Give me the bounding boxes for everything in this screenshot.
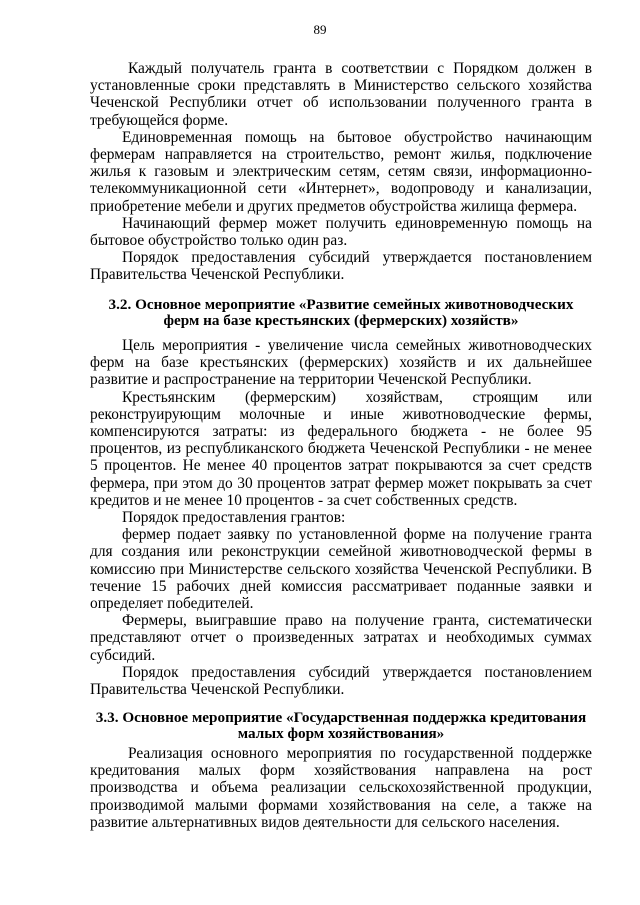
- paragraph: Порядок предоставления субсидий утверждается постановлением Правительства Чеченской Республики.: [90, 663, 592, 699]
- paragraph: Начинающий фермер может получить единовременную помощь на бытовое обустройство только один раз.: [90, 214, 592, 250]
- paragraph: Крестьянским (фермерским) хозяйствам, строящим или реконструирующим молочные и иные животноводческие фермы, компенсируются затраты: из федерального бюджета - не более 95 процентов, из республиканского бюджета Чеченской Республики - не менее 5 процентов. Не менее 40 процентов затрат покрываются за счет средств фермера, при этом до 30 процентов затрат фермер может покрывать за счет кредитов и не менее 10 процентов - за счет собственных средств.: [90, 388, 592, 509]
- paragraph: Фермеры, выигравшие право на получение гранта, систематически представляют отчет о произведенных затратах и необходимых суммах субсидий.: [90, 612, 592, 664]
- section-block-3: [90, 745, 592, 831]
- paragraph: Порядок предоставления субсидий утверждается постановлением Правительства Чеченской Республики.: [90, 249, 592, 284]
- paragraph: Каждый получатель гранта в соответствии с Порядком должен в установленные сроки представлять в Министерство сельского хозяйства Чеченской Республики отчет об использовании полученного гранта в требующейся форме.: [90, 60, 592, 129]
- paragraph: Единовременная помощь на бытовое обустройство начинающим фермерам направляется на строительство, ремонт жилья, подключение жилья к газовым и электрическим сетям, сетям связи, информационно-телекоммуникационной сети «Интернет», водопроводу и канализации, приобретение мебели и других предметов обустройства жилища фермера.: [90, 128, 592, 215]
- paragraph: фермер подает заявку по установленной форме на получение гранта для создания или реконструкции семейной животноводческой фермы в комиссию при Министерстве сельского хозяйства Чеченской Республики. В течение 15 рабочих дней комиссия рассматривает поданные заявки и определяет победителей.: [90, 526, 592, 613]
- section-heading-3-2: 3.2. Основное мероприятие «Развитие семейных животноводческих ферм на базе крестьянских (фермерских) хозяйств»: [108, 296, 574, 329]
- paragraph: Цель мероприятия - увеличение числа семейных животноводческих ферм на базе крестьянских (фермерских) хозяйств и их дальнейшее развитие и распространение на территории Чеченской Республики.: [90, 337, 592, 389]
- section-heading-3-3: 3.3. Основное мероприятие «Государственная поддержка кредитования малых форм хозяйствования»: [95, 709, 587, 742]
- paragraph: Порядок предоставления грантов:: [122, 509, 346, 527]
- section-block-2: [90, 337, 592, 698]
- paragraph: Реализация основного мероприятия по государственной поддержке кредитования малых форм хозяйствования направлена на рост производства и объема реализации сельскохозяйственной продукции, производимой малыми формами хозяйствования на селе, а также на развитие альтернативных видов деятельности для сельского населения.: [90, 745, 592, 831]
- page-number: 89: [313, 22, 327, 37]
- section-block-1: [90, 60, 592, 284]
